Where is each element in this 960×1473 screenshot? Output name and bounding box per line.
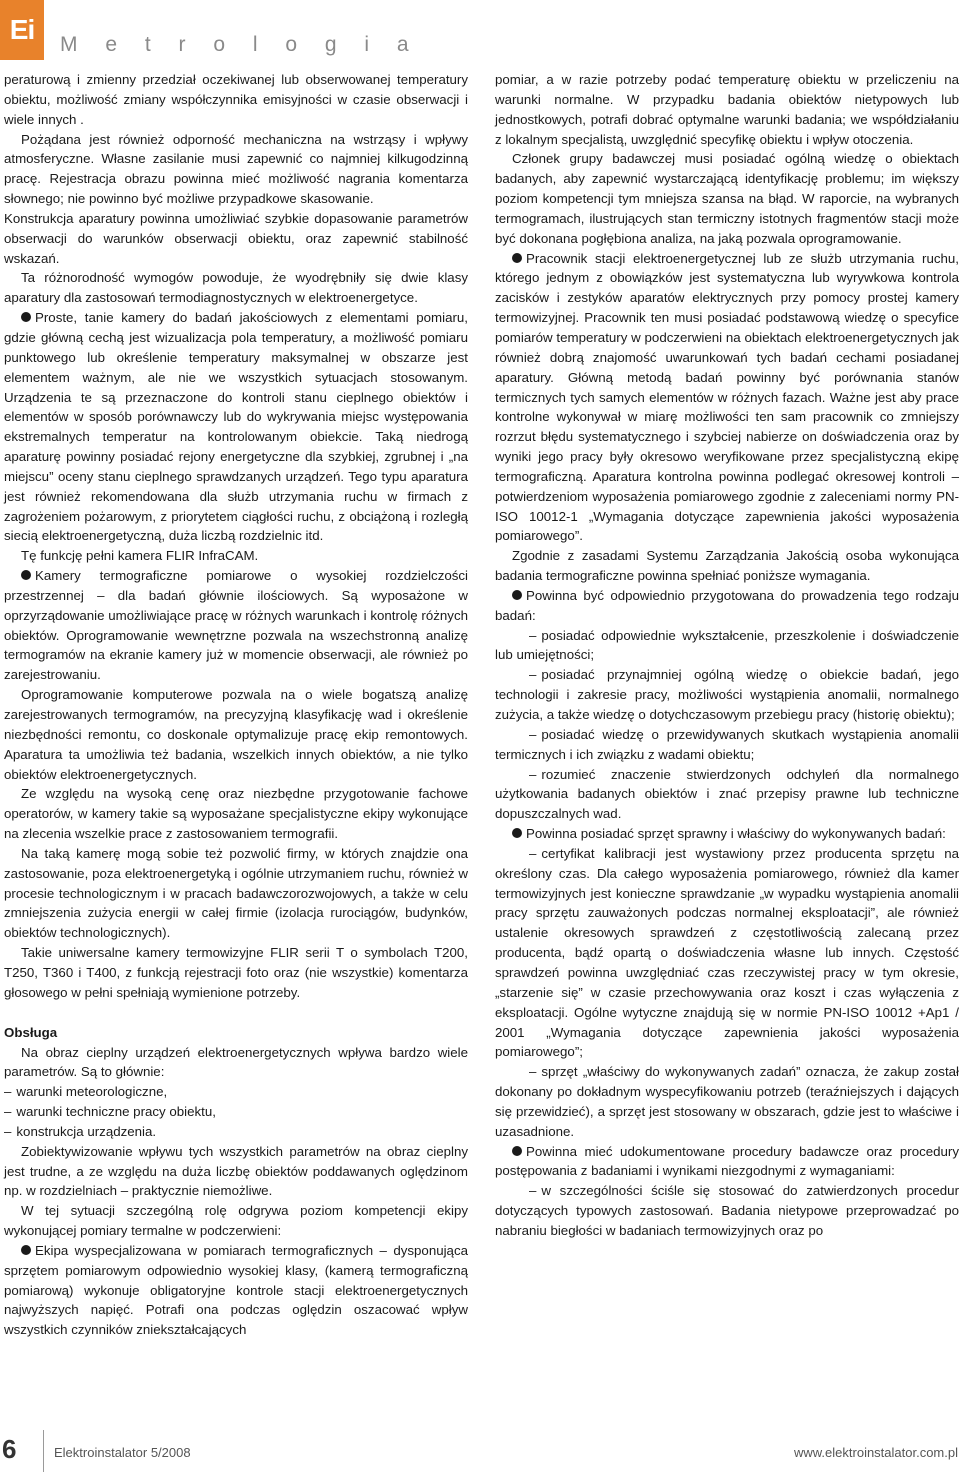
paragraph: pomiar, a w razie potrzeby podać temperaturę obiektu w przeliczeniu na warunki normalne. W przypadku badania obiektów nietypowych lub jednostkowych, potrafi dobrać optymalne warunki badania; we współdziałaniu z lokalnym specjalistą, uwzględnić specyfikę obiektu i wpływ otoczenia. <box>495 72 959 147</box>
paragraph: Konstrukcja aparatury powinna umożliwiać szybkie dopasowanie parametrów obserwacji do warunków obserwacji obiektu, oraz zapewnić stabilność wskazań. <box>4 210 468 266</box>
page-footer <box>0 1420 960 1473</box>
paragraph: Członek grupy badawczej musi posiadać ogólną wiedzę o obiektach badanych, aby zapewnić wystarczającą identyfikację problemu; im większy poziom kompetencji tym mniejsza szansa na błąd. W raporcie, na wybranych termogramach, ilustrujących stan termiczny istotnych fragmentów stacji może być dokonana pogłębiona analiza, na jaką pozwala oprogramowanie. <box>495 151 959 246</box>
website-link[interactable]: www.elektroinstalator.com.pl <box>793 1445 958 1460</box>
bullet-icon <box>21 312 31 322</box>
list-item: – warunki techniczne pracy obiektu, <box>4 1102 468 1122</box>
paragraph: Ze względu na wysoką cenę oraz niezbędne przygotowanie fachowe operatorów, w kamery takie są wyposażane specjalistyczne ekipy wykonujące na zlecenia wszelkie prace z zastosowaniem termografii. <box>4 786 468 842</box>
bullet-paragraph <box>495 824 959 844</box>
bullet-paragraph <box>495 586 959 626</box>
bullet-icon <box>512 828 522 838</box>
paragraph-text: Ekipa wyspecjalizowana w pomiarach termograficznych – dysponująca sprzętem pomiarowym odpowiednio wysokiej klasy, (kamerą termograficzną pomiarową) wykonuje obligatoryjne kontrole stacji elektroenergetycznych najwyższych napięć. Potrafi ona podczas oględzin oszacować wpływ wszystkich czynników zniekształcających <box>4 1242 468 1338</box>
magazine-logo: Ei <box>0 0 44 60</box>
bullet-icon <box>512 1146 522 1156</box>
bullet-icon <box>512 590 522 600</box>
list-item: – posiadać przynajmniej ogólną wiedzę o obiekcie badań, jego technologii i zakresie pracy, możliwości wystąpienia anomalii, normalnego zużycia, a także wiedzę o dotychczasowym przebiegu pracy (historię obiektu); <box>495 665 959 725</box>
list-item: – rozumieć znaczenie stwierdzonych odchyleń dla normalnego użytkowania badanych obiektów i znać przepisy prawne lub techniczne dopuszczalnych wad. <box>495 765 959 825</box>
bullet-paragraph <box>4 566 468 685</box>
publication-info: Elektroinstalator 5/2008 <box>54 1445 191 1460</box>
paragraph-text: Pracownik stacji elektroenergetycznej lub ze służb utrzymania ruchu, którego jednym z obowiązków jest systematyczna lub wyrywkowa kontrola zacisków i zestyków aparatów elektrycznych przy pomocy prostej kamery termowizyjnej. Pracownik ten musi posiadać podstawową wiedzę o specyfice pomiarów temperatury w podczerwieni na obiektach elektroenergetycznych jak również dobrą znajomość uwarunkowań tych badań cechami posiadanej aparatury. Główną metodą badań powinny być porównania stanów termicznych tych samych elementów w różnych fazach. Ważne jest aby prace kontrolne wykonywał w miarę możliwości ten sam pracownik co zmniejszy rozrzut błędu systematycznego i szybciej nabierze on doświadczenia oraz by wyniki jego pracy były okresowo weryfikowane przez specjalistyczną ekipę termograficzną. Aparatura kontrolna powinna podlegać okresowej kontroli – potwierdzeniom wyposażenia pomiarowego zgodnie z zaleceniami normy PN-ISO 10012-1 „Wymagania dotyczące zapewnienia jakości wyposażenia pomiarowego”. <box>495 250 959 544</box>
section-heading: Obsługa <box>4 1024 58 1040</box>
list-item: – posiadać wiedzę o przewidywanych skutkach wystąpienia anomalii termicznych i ich związku z wadami obiektu; <box>495 725 959 765</box>
paragraph-text: Powinna mieć udokumentowane procedury badawcze oraz procedury postępowania z badaniami i wynikami niezgodnymi z wymaganiami: <box>495 1143 959 1179</box>
paragraph: Na obraz cieplny urządzeń elektroenergetycznych wpływa bardzo wiele parametrów. Są to głównie: <box>4 1044 468 1080</box>
list-item: – posiadać odpowiednie wykształcenie, przeszkolenie i doświadczenie lub umiejętności; <box>495 626 959 666</box>
left-column <box>4 70 468 1340</box>
list-item: – sprzęt „właściwy do wykonywanych zadań” oznacza, że zakup został dokonany po dokładnym wyspecyfikowaniu potrzeb (teraźniejszych i dających się przewidzieć), a sprzęt jest stosowany w obszarach, gdzie jest to właściwe i uzasadnione. <box>495 1062 959 1141</box>
right-column <box>495 70 959 1241</box>
paragraph-text: Powinna posiadać sprzęt sprawny i właściwy do wykonywanych badań: <box>526 826 946 842</box>
page-header <box>0 0 960 62</box>
list-item: – w szczególności ściśle się stosować do zatwierdzonych procedur dotyczących typowych zastosowań. Badania nietypowe przeprowadzać po nabraniu biegłości w badaniach termowizyjnych oraz po <box>495 1181 959 1241</box>
list-item: – certyfikat kalibracji jest wystawiony przez producenta sprzętu na określony czas. Dla całego wyposażenia pomiarowego, również dla kamer termowizyjnych jest konieczne sprawdzanie „w wypadku wystąpienia anomalii pracy sprzętu zauważonych podczas normalnej eksploatacji”, ale również ustalenie okresowych sprawdzeń z częstotliwością zalecaną przez producenta, bądź opartą o doświadczenia własne lub innych. Częstość sprawdzeń powinna uwzględniać czas rzeczywistej pracy w tym okresie, „starzenie się” w czasie przechowywania oraz koszt i czas wyłączenia z eksploatacji. Ogólne wytyczne znajdują się w normie PN-ISO 10012 +Ap1 / 2001 „Wymagania dotyczące zapewnienia jakości wyposażenia pomiarowego”; <box>495 844 959 1062</box>
paragraph: Na taką kamerę mogą sobie też pozwolić firmy, w których znajdzie ona zastosowanie, poza elektroenergetyką i ogólnie utrzymaniem ruchu, również w procesie technologicznym i w pracach badawczorozwojowych, a także w celu zmniejszenia zużycia energii w całej firmie (izolacja rurociągów, budynków, obiektów technologicznych). <box>4 845 468 941</box>
paragraph-text: Kamery termograficzne pomiarowe o wysokiej rozdzielczości przestrzennej – dla badań głównie ilościowych. Są wyposażone w oprzyrządowanie umożliwiające pracę w różnych warunkach i kontrolę różnych obiektów. Oprogramowanie wewnętrzne pozwala na wszechstronną analizę termogramów na ekranie kamery już w momencie obserwacji, ale również po zarejestrowaniu. <box>4 568 468 683</box>
paragraph: Zgodnie z zasadami Systemu Zarządzania Jakością osoba wykonująca badania termograficzne powinna spełniać poniższe wymagania. <box>495 548 959 584</box>
bullet-paragraph <box>495 249 959 547</box>
paragraph: Oprogramowanie komputerowe pozwala na o wiele bogatszą analizę zarejestrowanych termogramów, na precyzyjną klasyfikację wad i określenie niezbędności remontu, co doskonale optymalizuje pracę ekip remontowych. Aparatura ta umożliwia też badania, wszelkich innych obiektów, a nie tylko obiektów elektroenergetycznych. <box>4 687 468 782</box>
footer-divider <box>43 1430 44 1472</box>
bullet-icon <box>21 570 31 580</box>
bullet-paragraph <box>4 308 468 546</box>
paragraph: peraturową i zmienny przedział oczekiwanej lub obserwowanej temperatury obiektu, możliwość zmiany współczynnika emisyjności w czasie obserwacji i wiele innych . <box>4 72 468 127</box>
section-title: M e t r o l o g i a <box>60 33 420 56</box>
paragraph: Tę funkcję pełni kamera FLIR InfraCAM. <box>21 548 259 564</box>
bullet-icon <box>21 1245 31 1255</box>
bullet-icon <box>512 253 522 263</box>
list-item: – warunki meteorologiczne, <box>4 1082 468 1102</box>
paragraph: Zobiektywizowanie wpływu tych wszystkich parametrów na obraz cieplny jest trudne, a ze względu na duża liczbę obiektów poddawanych oględzinom np. w rozdzielniach – praktycznie niemożliwe. <box>4 1143 468 1199</box>
list-item: – konstrukcja urządzenia. <box>4 1122 468 1142</box>
bullet-paragraph <box>4 1241 468 1340</box>
bullet-paragraph <box>495 1142 959 1182</box>
paragraph: W tej sytuacji szczególną rolę odgrywa poziom kompetencji ekipy wykonującej pomiary termalne w podczerwieni: <box>4 1203 468 1239</box>
page-number: 6 <box>2 1434 17 1464</box>
paragraph-text: Proste, tanie kamery do badań jakościowych z elementami pomiaru, gdzie główną cechą jest wizualizacja pola temperatury, a możliwość pomiaru punktowego lub określenie temperatury maksymalnej w obszarze jest elementem ważnym, ale nie we wszystkich sytuacjach stosowanym. Urządzenia te są przeznaczone do kontroli stanu cieplnego obiektów i elementów w sposób porównawczy lub do wykrywania miejsc występowania ekstremalnych temperatur na kontrolowanym obiekcie. Taką niedrogą aparaturę powinny posiadać rejony energetyczne dla szybkiej, zgrubnej i „na miejscu” oceny stanu cieplnego sprawdzanych urządzeń. Tego typu aparatura jest również rekomendowana dla służb utrzymania ruchu w firmach z zagrożeniem pożarowym, z priorytetem ciągłości ruchu, z obciążoną i rozległą siecią elektroenergetyczną, duża liczbą rozdzielnic itd. <box>4 310 468 544</box>
paragraph: Ta różnorodność wymogów powoduje, że wyodrębniły się dwie klasy aparatury dla zastosowań termodiagnostycznych w elektroenergetyce. <box>4 270 468 306</box>
paragraph-text: Powinna być odpowiednio przygotowana do prowadzenia tego rodzaju badań: <box>495 587 959 623</box>
paragraph: Pożądana jest również odporność mechaniczna na wstrząsy i wpływy atmosferyczne. Własne zasilanie musi zapewnić co najmniej kilkugodzinną pracę. Rejestracja obrazu powinna mieć możliwość nagrania komentarza słownego; nie powinno być możliwe przypadkowe skasowanie. <box>4 131 468 207</box>
paragraph: Takie uniwersalne kamery termowizyjne FLIR serii T o symbolach T200, T250, T360 i T400, z funkcją rejestracji foto oraz (nie wszystkie) komentarza głosowego w pełni spełniają wymienione potrzeby. <box>4 945 468 1000</box>
